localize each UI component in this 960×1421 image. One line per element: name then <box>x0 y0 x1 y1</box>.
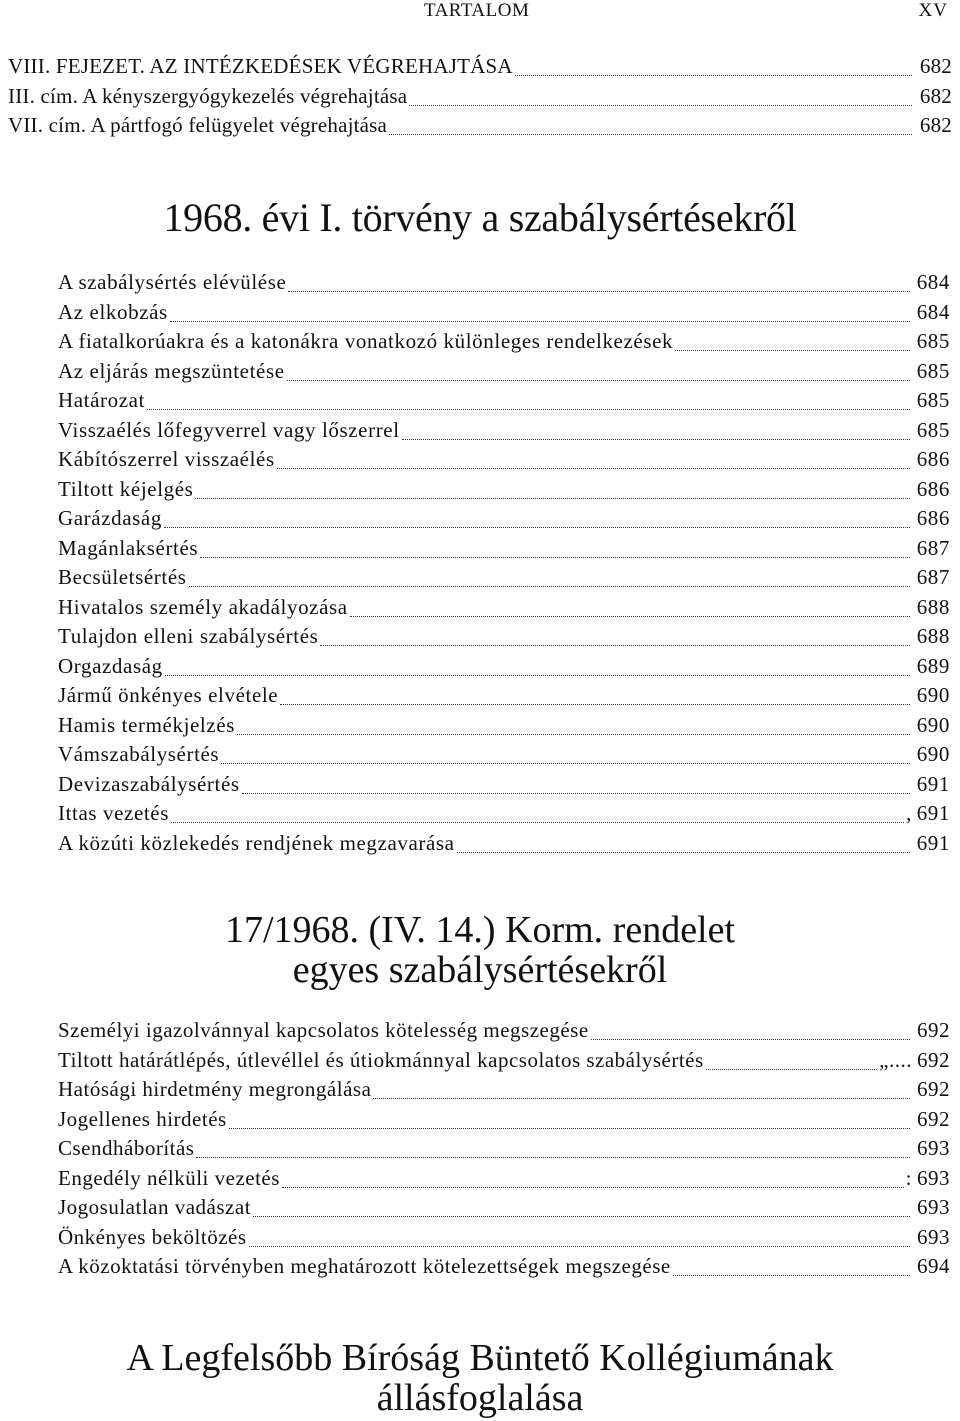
toc-entry-separator: „.... <box>879 1047 912 1072</box>
toc-entry-separator: , <box>906 801 912 825</box>
section-title-decree-line2: egyes szabálysértésekről <box>292 949 668 991</box>
toc-entry-title: Garázdaság <box>58 506 162 530</box>
toc-page-number: 687 <box>916 535 950 560</box>
toc-entry <box>58 1223 950 1253</box>
toc-dot-leader <box>200 557 910 558</box>
toc-dot-leader <box>457 852 910 853</box>
toc-dot-leader <box>253 1216 910 1217</box>
toc-entry-title: A közoktatási törvényben meghatározott kötelezettségek megszegése <box>58 1254 671 1278</box>
toc-entry-title: Engedély nélküli vezetés <box>58 1165 280 1190</box>
toc-entry-title: VIII. FEJEZET. AZ INTÉZKEDÉSEK VÉGREHAJTÁSA <box>8 54 513 78</box>
toc-entry <box>58 1075 950 1105</box>
toc-page-number: 690 <box>916 742 950 766</box>
toc-page-number: 684 <box>916 299 950 324</box>
toc-section2-list <box>0 1016 960 1282</box>
toc-page-number: 692 <box>917 1018 950 1042</box>
toc-entry <box>58 534 950 564</box>
toc-entry-title: Vámszabálysértés <box>58 742 220 766</box>
toc-page-number: 682 <box>919 83 952 108</box>
toc-dot-leader <box>147 409 910 410</box>
toc-entry <box>58 1105 950 1135</box>
toc-page-number: 693 <box>917 1136 950 1160</box>
section-title-supreme-court-line1: A Legfelsőbb Bíróság Büntető Kollégiumának <box>126 1337 834 1379</box>
toc-entry <box>58 357 950 387</box>
toc-entry-title: A szabálysértés elévülése <box>58 270 287 294</box>
toc-dot-leader <box>237 734 910 735</box>
toc-page-number: 688 <box>916 624 950 648</box>
toc-entry <box>58 770 950 800</box>
toc-page-number: 690 <box>916 712 950 737</box>
toc-dot-leader <box>242 793 910 794</box>
toc-entry <box>58 445 950 475</box>
toc-dot-leader <box>350 616 910 617</box>
toc-dot-leader <box>706 1069 878 1070</box>
toc-page-number: 693 <box>917 1165 950 1190</box>
toc-entry-title: Az eljárás megszüntetése <box>58 358 285 383</box>
toc-page-number: 682 <box>919 113 952 137</box>
toc-entry <box>58 829 950 859</box>
toc-page-number: 686 <box>916 447 950 471</box>
toc-dot-leader <box>171 822 904 823</box>
toc-entry <box>58 1046 950 1076</box>
toc-entry <box>58 799 950 829</box>
toc-page-number: 694 <box>917 1254 950 1278</box>
toc-entry-title: Devizaszabálysértés <box>58 771 240 796</box>
toc-entry-title: III. cím. A kényszergyógykezelés végrehajtása <box>8 83 408 108</box>
toc-entry-title: Hivatalos személy akadályozása <box>58 594 348 619</box>
toc-entry-title: VII. cím. A pártfogó felügyelet végrehajtása <box>8 113 388 137</box>
toc-entry-title: Határozat <box>58 388 146 412</box>
toc-page-number: 688 <box>916 594 950 619</box>
toc-dot-leader <box>229 1128 910 1129</box>
toc-entry <box>58 1164 950 1194</box>
toc-page-number: 690 <box>916 683 950 707</box>
toc-entry <box>58 268 950 298</box>
toc-page-number: 693 <box>917 1224 950 1249</box>
running-head <box>0 0 960 26</box>
toc-entry <box>58 652 950 682</box>
toc-entry-title: Tiltott határátlépés, útlevéllel és útiokmánnyal kapcsolatos szabálysértés <box>58 1047 704 1072</box>
toc-entry-title: Ittas vezetés <box>58 801 169 825</box>
toc-section1-list <box>0 268 960 858</box>
toc-page-number: 685 <box>916 329 950 353</box>
toc-entry <box>58 1016 950 1046</box>
toc-dot-leader <box>373 1098 910 1099</box>
toc-dot-leader <box>515 75 912 76</box>
toc-entry-title: Hatósági hirdetmény megrongálása <box>58 1077 372 1101</box>
toc-entry-title: Az elkobzás <box>58 299 168 324</box>
toc-dot-leader <box>389 134 912 135</box>
toc-entry-title: Hamis termékjelzés <box>58 712 235 737</box>
toc-dot-leader <box>402 439 910 440</box>
toc-dot-leader <box>320 645 910 646</box>
toc-entry <box>58 504 950 534</box>
toc-entry-title: Önkényes beköltözés <box>58 1224 247 1249</box>
toc-entry <box>58 681 950 711</box>
toc-entry-title: A közúti közlekedés rendjének megzavarása <box>58 830 455 855</box>
section-title-decree-line1: 17/1968. (IV. 14.) Korm. rendelet <box>224 909 736 951</box>
section-title-1968-act: 1968. évi I. törvény a szabálysértésekről <box>163 195 797 240</box>
toc-entry <box>58 1134 950 1164</box>
toc-dot-leader <box>409 105 912 106</box>
toc-entry <box>58 563 950 593</box>
toc-entry <box>58 416 950 446</box>
toc-page-number: 692 <box>917 1077 950 1101</box>
toc-entry <box>8 111 952 141</box>
toc-dot-leader <box>591 1039 910 1040</box>
toc-dot-leader <box>195 498 910 499</box>
toc-page-number: 685 <box>916 417 950 442</box>
toc-page-number: 685 <box>916 388 950 412</box>
toc-entry <box>58 298 950 328</box>
toc-dot-leader <box>288 291 910 292</box>
toc-page-number: 692 <box>917 1047 950 1072</box>
toc-dot-leader <box>164 527 910 528</box>
toc-dot-leader <box>675 350 910 351</box>
toc-entry-title: Kábítószerrel visszaélés <box>58 447 275 471</box>
toc-entry-title: Orgazdaság <box>58 653 163 678</box>
toc-dot-leader <box>287 380 910 381</box>
toc-dot-leader <box>165 675 910 676</box>
toc-top-list <box>0 52 960 141</box>
toc-entry-separator: : <box>905 1165 912 1190</box>
toc-entry-title: A fiatalkorúakra és a katonákra vonatkozó különleges rendelkezések <box>58 329 674 353</box>
toc-entry <box>58 711 950 741</box>
section-title-supreme-court-line2: állásfoglalása <box>376 1377 584 1419</box>
toc-entry <box>58 475 950 505</box>
toc-dot-leader <box>249 1246 910 1247</box>
toc-entry <box>58 327 950 357</box>
toc-dot-leader <box>189 586 910 587</box>
section-title-decree <box>0 910 960 990</box>
toc-dot-leader <box>673 1275 910 1276</box>
running-head-page-number: XV <box>918 0 948 21</box>
toc-entry <box>58 622 950 652</box>
toc-dot-leader <box>196 1157 910 1158</box>
toc-page-number: 686 <box>916 476 950 501</box>
toc-page-number: 692 <box>917 1106 950 1131</box>
toc-page-number: 689 <box>916 653 950 678</box>
toc-entry <box>8 52 952 82</box>
toc-page-number: 693 <box>917 1195 950 1219</box>
toc-page-number: 691 <box>916 771 950 796</box>
toc-page-number: 684 <box>916 270 950 294</box>
toc-entry <box>58 593 950 623</box>
toc-entry-title: Tulajdon elleni szabálysértés <box>58 624 319 648</box>
toc-entry-title: Csendháborítás <box>58 1136 195 1160</box>
running-head-title: TARTALOM <box>424 0 530 21</box>
toc-entry-title: Személyi igazolvánnyal kapcsolatos kötelesség megszegése <box>58 1018 589 1042</box>
toc-dot-leader <box>282 1187 904 1188</box>
toc-page-number: 691 <box>916 801 950 825</box>
toc-entry <box>58 740 950 770</box>
toc-entry <box>58 1252 950 1282</box>
toc-dot-leader <box>280 704 910 705</box>
toc-entry-title: Tiltott kéjelgés <box>58 476 194 501</box>
toc-page-number: 687 <box>916 565 950 589</box>
toc-dot-leader <box>221 763 910 764</box>
section-title-supreme-court <box>0 1338 960 1418</box>
toc-entry-title: Jármű önkényes elvétele <box>58 683 279 707</box>
toc-page-number: 682 <box>919 54 952 78</box>
toc-page-number: 685 <box>916 358 950 383</box>
toc-entry <box>8 82 952 112</box>
toc-entry <box>58 386 950 416</box>
toc-entry-title: Visszaélés lőfegyverrel vagy lőszerrel <box>58 417 400 442</box>
toc-entry <box>58 1193 950 1223</box>
toc-page-number: 686 <box>916 506 950 530</box>
toc-page-number: 691 <box>916 830 950 855</box>
toc-dot-leader <box>170 321 910 322</box>
toc-entry-title: Jogellenes hirdetés <box>58 1106 227 1131</box>
toc-entry-title: Jogosulatlan vadászat <box>58 1195 252 1219</box>
toc-entry-title: Magánlaksértés <box>58 535 199 560</box>
toc-entry-title: Becsületsértés <box>58 565 187 589</box>
toc-dot-leader <box>277 468 910 469</box>
